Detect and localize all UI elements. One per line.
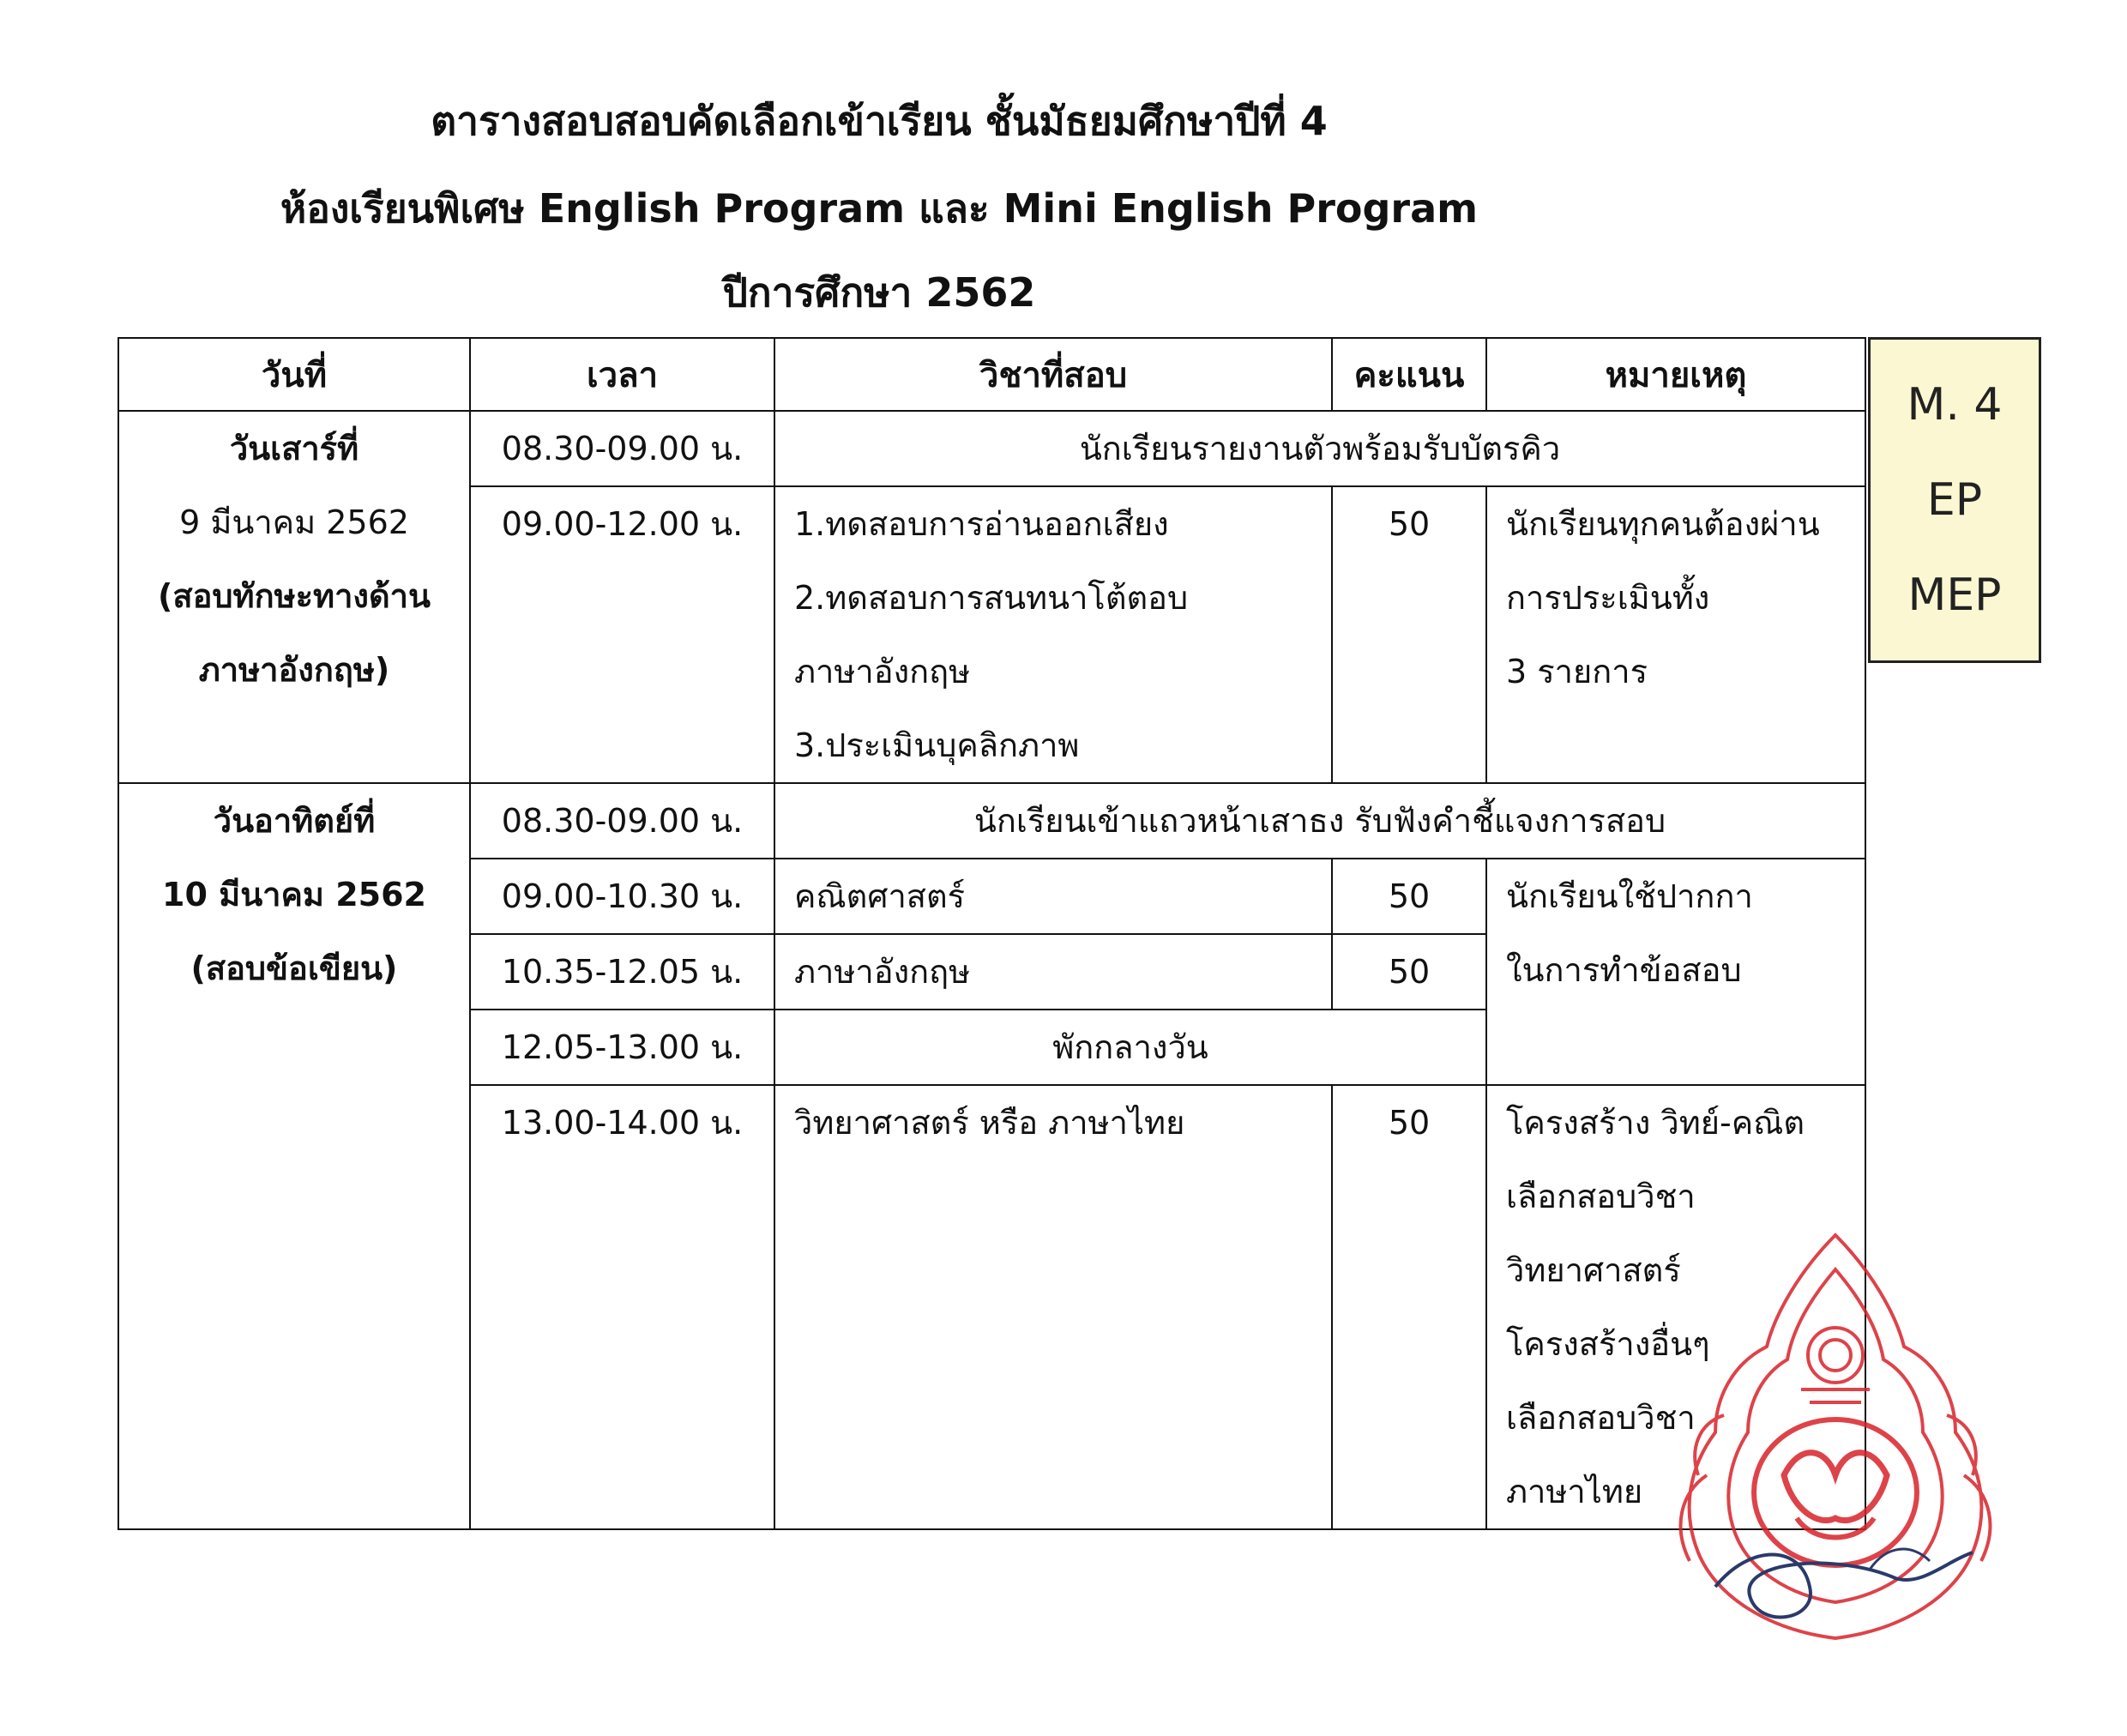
program-ep-label: EP bbox=[1926, 473, 1983, 526]
day2-row1-time: 08.30-09.00 น. bbox=[470, 783, 774, 859]
day2-date-line1: วันอาทิตย์ที่ bbox=[213, 802, 376, 840]
header-time: เวลา bbox=[470, 338, 774, 411]
day2-row3-score: 50 bbox=[1332, 934, 1486, 1010]
day2-row3-subject: ภาษาอังกฤษ bbox=[774, 934, 1332, 1010]
day2-row2-score: 50 bbox=[1332, 859, 1486, 934]
note-line: นักเรียนทุกคนต้องผ่าน bbox=[1506, 505, 1820, 543]
subject-line: 3.ประเมินบุคลิกภาพ bbox=[794, 726, 1080, 764]
day2-row4-time: 12.05-13.00 น. bbox=[470, 1010, 774, 1085]
note-line: ในการทำข้อสอบ bbox=[1506, 951, 1742, 989]
exam-schedule-table bbox=[117, 337, 1866, 1530]
table-row bbox=[118, 411, 1865, 486]
day2-row4-activity: พักกลางวัน bbox=[774, 1010, 1486, 1085]
heading-line-1: ตารางสอบสอบคัดเลือกเข้าเรียน ชั้นมัธยมศึกษาปีที่ 4 bbox=[431, 98, 1328, 144]
day1-row2-note bbox=[1486, 486, 1865, 783]
grade-program-box bbox=[1868, 337, 2041, 663]
day2-row3-time: 10.35-12.05 น. bbox=[470, 934, 774, 1010]
day1-row2-subject bbox=[774, 486, 1332, 783]
heading-line-3: ปีการศึกษา 2562 bbox=[722, 269, 1036, 316]
header-date: วันที่ bbox=[118, 338, 470, 411]
header-note: หมายเหตุ bbox=[1486, 338, 1865, 411]
day2-shared-note bbox=[1486, 859, 1865, 1085]
note-line: โครงสร้าง วิทย์-คณิต bbox=[1506, 1104, 1805, 1142]
day1-row2-score: 50 bbox=[1332, 486, 1486, 783]
subject-line: ภาษาอังกฤษ bbox=[794, 653, 971, 690]
day1-row1-time: 08.30-09.00 น. bbox=[470, 411, 774, 486]
day2-row5-time: 13.00-14.00 น. bbox=[470, 1085, 774, 1529]
grade-label: M. 4 bbox=[1907, 378, 2003, 431]
note-line: ภาษาไทย bbox=[1506, 1473, 1643, 1510]
header-score: คะแนน bbox=[1332, 338, 1486, 411]
day2-row2-time: 09.00-10.30 น. bbox=[470, 859, 774, 934]
day2-row2-subject: คณิตศาสตร์ bbox=[774, 859, 1332, 934]
note-line: โครงสร้างอื่นๆ bbox=[1506, 1325, 1710, 1363]
day1-date-line4: ภาษาอังกฤษ) bbox=[198, 651, 390, 689]
subject-line: 1.ทดสอบการอ่านออกเสียง bbox=[794, 505, 1169, 543]
heading-line-2: ห้องเรียนพิเศษ English Program และ Mini English Program bbox=[280, 185, 1479, 232]
header-subject: วิชาที่สอบ bbox=[774, 338, 1332, 411]
day2-date-line3: (สอบข้อเขียน) bbox=[190, 949, 398, 987]
note-line: การประเมินทั้ง bbox=[1506, 579, 1710, 617]
subject-line: 2.ทดสอบการสนทนาโต้ตอบ bbox=[794, 579, 1189, 617]
day1-date-line1: วันเสาร์ที่ bbox=[229, 430, 359, 467]
note-line: นักเรียนใช้ปากกา bbox=[1506, 877, 1753, 915]
note-line: 3 รายการ bbox=[1506, 653, 1648, 690]
day2-row1-activity: นักเรียนเข้าแถวหน้าเสาธง รับฟังคำชี้แจงการสอบ bbox=[774, 783, 1865, 859]
table-header-row bbox=[118, 338, 1865, 411]
note-line: เลือกสอบวิชา bbox=[1506, 1178, 1696, 1215]
day2-row5-subject: วิทยาศาสตร์ หรือ ภาษาไทย bbox=[774, 1085, 1332, 1529]
day2-date-line2: 10 มีนาคม 2562 bbox=[162, 876, 426, 913]
table-row bbox=[118, 783, 1865, 859]
day2-date-cell bbox=[118, 783, 470, 1529]
school-seal-icon bbox=[1612, 1218, 2058, 1698]
day1-date-cell bbox=[118, 411, 470, 783]
day1-row2-time: 09.00-12.00 น. bbox=[470, 486, 774, 783]
day1-row1-activity: นักเรียนรายงานตัวพร้อมรับบัตรคิว bbox=[774, 411, 1865, 486]
note-line: วิทยาศาสตร์ bbox=[1506, 1251, 1681, 1289]
day2-row5-score: 50 bbox=[1332, 1085, 1486, 1529]
note-line: เลือกสอบวิชา bbox=[1506, 1399, 1696, 1437]
day1-date-line2: 9 มีนาคม 2562 bbox=[179, 503, 409, 541]
program-mep-label: MEP bbox=[1907, 570, 2002, 622]
day1-date-line3: (สอบทักษะทางด้าน bbox=[158, 577, 431, 615]
